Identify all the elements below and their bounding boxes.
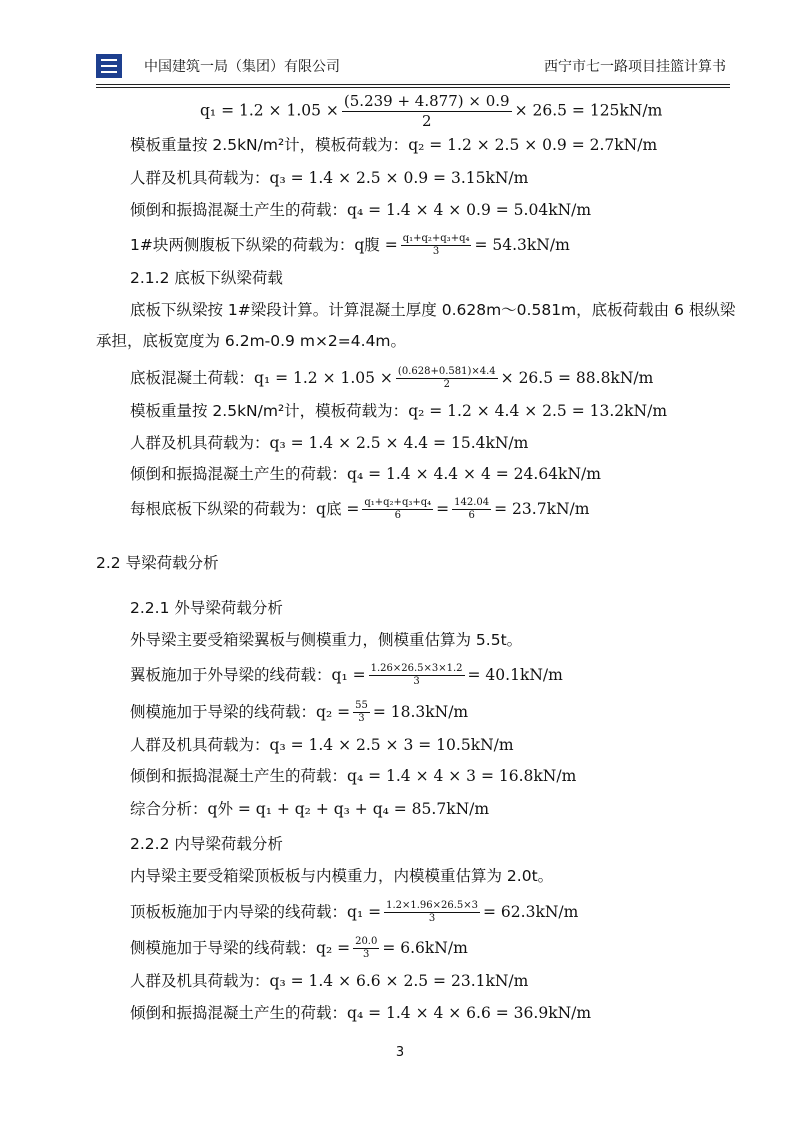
numerator: q₁+q₂+q₃+q₄ [402, 233, 470, 244]
line-text: 顶板板施加于内导梁的线荷载： [130, 903, 348, 921]
denominator: 3 [432, 246, 440, 257]
line-text: 底板混凝土荷载： [130, 369, 255, 387]
formula: q₄ = 1.4 × 4 × 0.9 = 5.04kN/m [347, 201, 592, 219]
line-text: 人群及机具荷载为： [130, 736, 270, 754]
line-text: 倾倒和振捣混凝土产生的荷载： [130, 465, 348, 483]
text-line [130, 366, 653, 391]
formula-rhs: = 62.3kN/m [483, 903, 579, 921]
formula-rhs: = 18.3kN/m [372, 703, 469, 721]
formula-rhs: = 40.1kN/m [467, 666, 563, 684]
numerator: 142.04 [454, 497, 490, 508]
denominator: 2 [421, 112, 432, 130]
paragraph-line: 内导梁主要受箱梁顶板板与内模重力，内模模重估算为 2.0t。 [130, 867, 554, 885]
formula: q₄ = 1.4 × 4 × 6.6 = 36.9kN/m [347, 1004, 592, 1022]
denominator: 2 [443, 379, 450, 390]
text-line [130, 497, 589, 522]
text-line [130, 799, 489, 819]
fraction [353, 700, 370, 725]
text-line [130, 401, 667, 421]
text-line [130, 971, 528, 991]
paragraph-line: 外导梁主要受箱梁翼板与侧模重力，侧模重估算为 5.5t。 [130, 631, 523, 649]
page-header [96, 50, 730, 84]
text-line [130, 168, 528, 188]
section-heading: 2.2 导梁荷载分析 [96, 554, 219, 572]
equals-sign: = [436, 500, 450, 518]
denominator: 6 [394, 510, 401, 521]
line-text: 倾倒和振捣混凝土产生的荷载： [130, 201, 348, 219]
formula: q外 = q₁ + q₂ + q₃ + q₄ = 85.7kN/m [207, 800, 490, 818]
text-line [130, 900, 578, 925]
formula-lhs: q₁ = 1.2 × 1.05 × [200, 101, 339, 120]
fraction [401, 233, 472, 258]
line-text: 侧模施加于导梁的线荷载： [130, 939, 317, 957]
line-text: 人群及机具荷载为： [130, 169, 270, 187]
numerator: 1.26×26.5×3×1.2 [370, 663, 463, 674]
formula-rhs: = 23.7kN/m [494, 500, 590, 518]
formula-rhs: × 26.5 = 125kN/m [514, 101, 663, 120]
line-text: 侧模施加于导梁的线荷载： [130, 703, 317, 721]
fraction [396, 366, 498, 391]
formula: q₃ = 1.4 × 2.5 × 3 = 10.5kN/m [269, 736, 514, 754]
fraction [452, 497, 491, 522]
paragraph-line: 承担，底板宽度为 6.2m-0.9 m×2=4.4m。 [96, 332, 407, 350]
formula-lhs: q₂ = [316, 939, 351, 957]
formula: q₄ = 1.4 × 4.4 × 4 = 24.64kN/m [347, 465, 601, 483]
denominator: 3 [413, 676, 420, 687]
formula-lhs: q₁ = [347, 903, 382, 921]
subsection-heading: 2.2.1 外导梁荷载分析 [130, 599, 283, 617]
numerator: (0.628+0.581)×4.4 [397, 366, 496, 377]
text-line [130, 433, 528, 453]
formula: q₂ = 1.2 × 2.5 × 0.9 = 2.7kN/m [408, 136, 658, 154]
fraction [369, 663, 465, 688]
text-line [130, 766, 576, 786]
numerator: 20.0 [355, 936, 378, 947]
header-rule [96, 84, 730, 85]
line-text: 1#块两侧腹板下纵梁的荷载为： [130, 236, 355, 254]
numerator: 55 [355, 700, 368, 711]
numerator: q₁+q₂+q₃+q₄ [364, 497, 432, 508]
numerator: (5.239 + 4.877) × 0.9 [343, 92, 510, 110]
fraction [342, 92, 512, 131]
text-line [130, 663, 563, 688]
line-text: 综合分析： [130, 800, 208, 818]
formula: q₂ = 1.2 × 4.4 × 2.5 = 13.2kN/m [408, 402, 668, 420]
formula: q₃ = 1.4 × 2.5 × 4.4 = 15.4kN/m [269, 434, 529, 452]
formula: q₄ = 1.4 × 4 × 3 = 16.8kN/m [347, 767, 577, 785]
company-name: 中国建筑一局（集团）有限公司 [144, 59, 340, 75]
denominator: 6 [468, 510, 475, 521]
line-text: 倾倒和振捣混凝土产生的荷载： [130, 1004, 348, 1022]
formula-rhs: × 26.5 = 88.8kN/m [500, 369, 654, 387]
text-line [130, 200, 591, 220]
line-text: 模板重量按 2.5kN/m²计，模板荷载为： [130, 136, 409, 154]
formula-lhs: q腹 = [354, 236, 398, 254]
numerator: 1.2×1.96×26.5×3 [386, 900, 479, 911]
line-text: 翼板施加于外导梁的线荷载： [130, 666, 332, 684]
formula-rhs: = 54.3kN/m [474, 236, 570, 254]
text-line [130, 735, 514, 755]
text-line [130, 135, 657, 155]
text-line [130, 936, 468, 961]
denominator: 3 [358, 713, 365, 724]
formula: q₃ = 1.4 × 2.5 × 0.9 = 3.15kN/m [269, 169, 529, 187]
formula-lhs: q₁ = [331, 666, 366, 684]
formula-rhs: = 6.6kN/m [382, 939, 468, 957]
line-text: 模板重量按 2.5kN/m²计，模板荷载为： [130, 402, 409, 420]
formula: q₃ = 1.4 × 6.6 × 2.5 = 23.1kN/m [269, 972, 529, 990]
subsection-heading: 2.2.2 内导梁荷载分析 [130, 835, 283, 853]
text-line [130, 233, 570, 258]
denominator: 3 [428, 913, 436, 924]
text-line [130, 700, 468, 725]
document-title: 西宁市七一路项目挂篮计算书 [544, 59, 726, 75]
line-text: 倾倒和振捣混凝土产生的荷载： [130, 767, 348, 785]
formula-line [200, 92, 662, 131]
text-line [130, 1003, 591, 1023]
subsection-heading: 2.1.2 底板下纵梁荷载 [130, 269, 283, 287]
line-text: 每根底板下纵梁的荷载为： [130, 500, 317, 518]
fraction [384, 900, 480, 925]
paragraph-line: 底板下纵梁按 1#梁段计算。计算混凝土厚度 0.628m～0.581m，底板荷载由 6 根纵梁 [130, 301, 736, 319]
fraction [362, 497, 433, 522]
page-number: 3 [395, 1045, 405, 1060]
text-line [130, 464, 601, 484]
fraction [353, 936, 379, 961]
formula-lhs: q₁ = 1.2 × 1.05 × [254, 369, 393, 387]
formula-lhs: q底 = [316, 500, 360, 518]
formula-lhs: q₂ = [316, 703, 351, 721]
header-rule-thin [96, 87, 730, 88]
line-text: 人群及机具荷载为： [130, 434, 270, 452]
denominator: 3 [363, 949, 370, 960]
line-text: 人群及机具荷载为： [130, 972, 270, 990]
company-logo-icon [96, 54, 122, 78]
